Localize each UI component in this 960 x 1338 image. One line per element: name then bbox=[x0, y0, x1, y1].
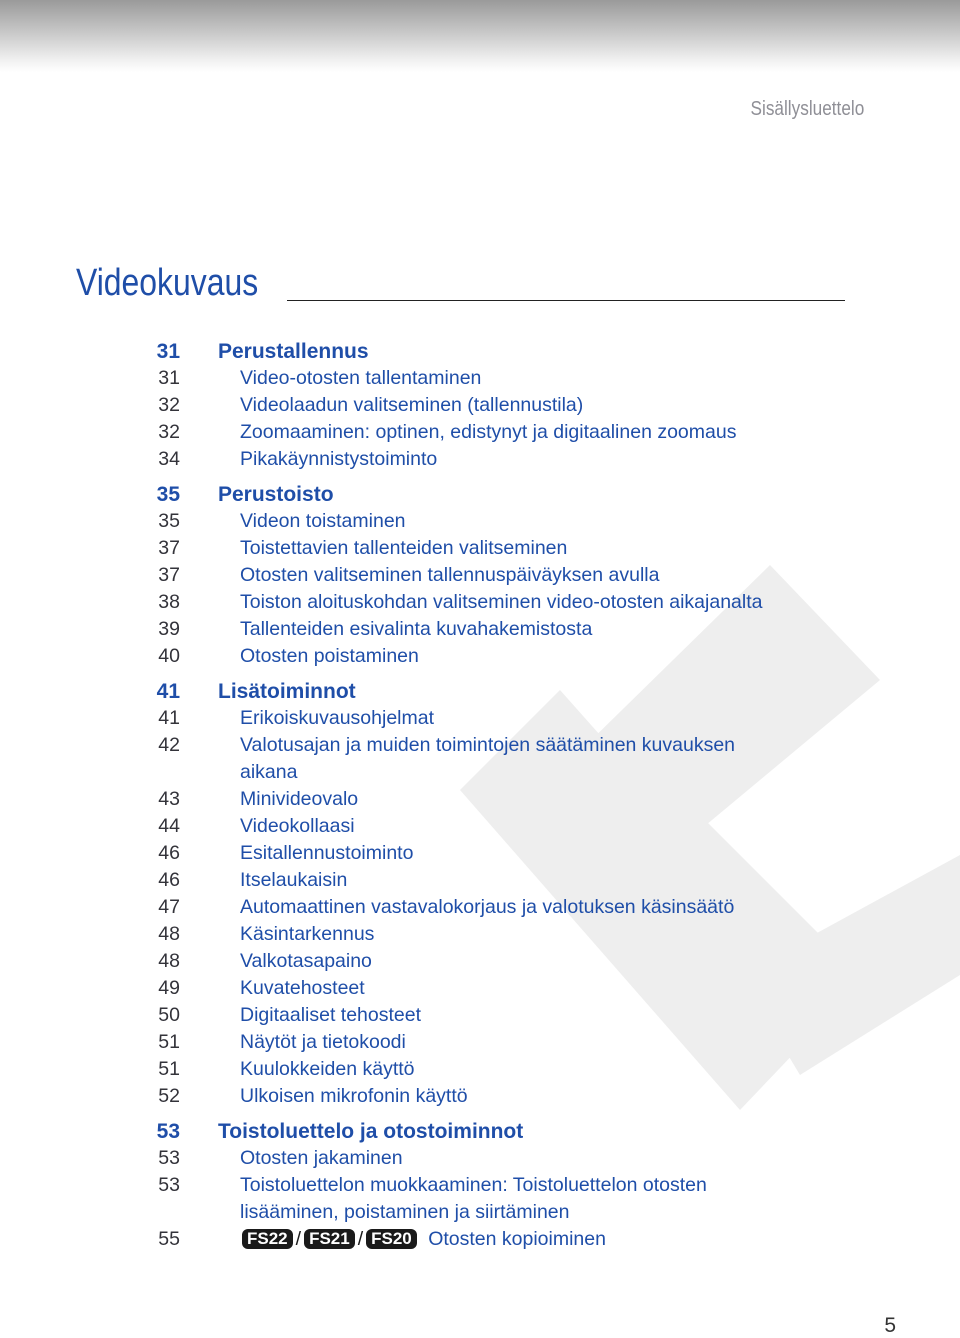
model-badge-fs21: FS21 bbox=[304, 1229, 355, 1249]
toc-heading[interactable] bbox=[0, 1118, 960, 1145]
toc-entry[interactable] bbox=[0, 446, 960, 473]
toc-entry-text: Video-otosten tallentaminen bbox=[240, 367, 482, 389]
toc-page-number: 32 bbox=[158, 421, 180, 443]
toc-entry-text: Tallenteiden esivalinta kuvahakemistosta bbox=[240, 618, 593, 640]
toc-entry[interactable] bbox=[0, 894, 960, 921]
toc-page-number: 46 bbox=[158, 842, 180, 864]
toc-page-number: 52 bbox=[158, 1085, 180, 1107]
running-header: Sisällysluettelo bbox=[750, 98, 864, 120]
toc-entry-text: Automaattinen vastavalokorjaus ja valotuksen käsinsäätö bbox=[240, 896, 735, 918]
toc-page-number: 34 bbox=[158, 448, 180, 470]
toc-entry-text: Videokollaasi bbox=[240, 815, 355, 837]
toc-page-number: 49 bbox=[158, 977, 180, 999]
toc-entry[interactable] bbox=[0, 643, 960, 670]
toc-entry-text: Minivideovalo bbox=[240, 788, 359, 810]
toc-entry[interactable] bbox=[0, 1056, 960, 1083]
toc-entry[interactable] bbox=[0, 419, 960, 446]
toc-entry[interactable] bbox=[0, 562, 960, 589]
toc-page-number: 32 bbox=[158, 394, 180, 416]
toc-entry[interactable] bbox=[0, 840, 960, 867]
toc-entry-text: Digitaaliset tehosteet bbox=[240, 1004, 422, 1026]
toc-entry[interactable] bbox=[0, 867, 960, 894]
toc-page-number: 53 bbox=[156, 1120, 180, 1143]
toc-entry-text: Toistoluettelon muokkaaminen: Toistoluettelon otosten bbox=[240, 1174, 707, 1196]
toc-page-number: 39 bbox=[158, 618, 180, 640]
toc-page-number: 35 bbox=[156, 483, 180, 506]
toc-entry[interactable] bbox=[0, 759, 960, 786]
toc-page-number: 41 bbox=[158, 707, 180, 729]
toc-entry-text: Otosten poistaminen bbox=[240, 645, 419, 667]
toc-page-number: 50 bbox=[158, 1004, 180, 1026]
toc-entry[interactable] bbox=[0, 705, 960, 732]
toc-entry-text bbox=[242, 1226, 842, 1253]
toc-entry-text: Otosten valitseminen tallennuspäiväyksen avulla bbox=[240, 564, 660, 586]
toc-entry-text: Valotusajan ja muiden toimintojen säätäminen kuvauksen bbox=[240, 734, 736, 756]
toc-entry[interactable] bbox=[0, 616, 960, 643]
toc-entry-text: Videolaadun valitseminen (tallennustila) bbox=[240, 394, 584, 416]
toc-entry-text: Valkotasapaino bbox=[240, 950, 372, 972]
toc-entry[interactable] bbox=[0, 365, 960, 392]
toc-entry[interactable] bbox=[0, 508, 960, 535]
toc-page-number: 51 bbox=[158, 1058, 180, 1080]
toc-entry-text: Toistettavien tallenteiden valitseminen bbox=[240, 537, 568, 559]
toc-entry-text: Näytöt ja tietokoodi bbox=[240, 1031, 406, 1053]
toc-page-number: 46 bbox=[158, 869, 180, 891]
toc-page-number: 41 bbox=[156, 680, 180, 703]
toc-page-number: 53 bbox=[158, 1147, 180, 1169]
model-badge-fs20: FS20 bbox=[366, 1229, 417, 1249]
toc-page-number: 42 bbox=[158, 734, 180, 756]
toc-page-number: 37 bbox=[158, 564, 180, 586]
toc-entry[interactable] bbox=[0, 732, 960, 759]
toc-entry-text: Otosten jakaminen bbox=[240, 1147, 403, 1169]
toc-page-number: 53 bbox=[158, 1174, 180, 1196]
toc-page-number: 51 bbox=[158, 1031, 180, 1053]
toc-page-number: 44 bbox=[158, 815, 180, 837]
toc-entry[interactable] bbox=[0, 786, 960, 813]
toc-entry-text: Erikoiskuvausohjelmat bbox=[240, 707, 435, 729]
toc-entry[interactable] bbox=[0, 921, 960, 948]
toc-page-number: 40 bbox=[158, 645, 180, 667]
toc-page-number: 47 bbox=[158, 896, 180, 918]
badge-separator: / bbox=[357, 1228, 364, 1250]
toc-entry[interactable] bbox=[0, 392, 960, 419]
toc-entry[interactable] bbox=[0, 1145, 960, 1172]
toc-entry[interactable] bbox=[0, 948, 960, 975]
toc-page-number: 31 bbox=[156, 340, 180, 363]
toc-entry-text: aikana bbox=[240, 761, 298, 783]
toc-page-number: 48 bbox=[158, 950, 180, 972]
toc-page-number: 35 bbox=[158, 510, 180, 532]
toc-entry-text: Zoomaaminen: optinen, edistynyt ja digitaalinen zoomaus bbox=[240, 421, 737, 443]
toc-page-number: 38 bbox=[158, 591, 180, 613]
toc-entry-text: Ulkoisen mikrofonin käyttö bbox=[240, 1085, 468, 1107]
toc-entry[interactable] bbox=[0, 813, 960, 840]
toc-page-number: 48 bbox=[158, 923, 180, 945]
toc-entry-text: Pikakäynnistystoiminto bbox=[240, 448, 438, 470]
toc-entry[interactable] bbox=[0, 1199, 960, 1226]
toc-entry-text: Kuvatehosteet bbox=[240, 977, 365, 999]
toc-entry-text: Käsintarkennus bbox=[240, 923, 375, 945]
toc-page-number: 31 bbox=[158, 367, 180, 389]
section-title: Videokuvaus bbox=[76, 262, 259, 304]
toc-entry-text: Kuulokkeiden käyttö bbox=[240, 1058, 415, 1080]
badge-separator: / bbox=[295, 1228, 302, 1250]
toc-entry-text: Videon toistaminen bbox=[240, 510, 406, 532]
toc-entry[interactable] bbox=[0, 1029, 960, 1056]
toc-entry-copy-scenes[interactable] bbox=[0, 1226, 960, 1253]
toc-entry[interactable] bbox=[0, 975, 960, 1002]
toc-heading[interactable] bbox=[0, 338, 960, 365]
toc-entry[interactable] bbox=[0, 535, 960, 562]
toc-page-number: 55 bbox=[158, 1228, 180, 1250]
toc-heading-text: Perustallennus bbox=[218, 340, 369, 363]
toc-page-number: 43 bbox=[158, 788, 180, 810]
toc-heading[interactable] bbox=[0, 481, 960, 508]
page-number: 5 bbox=[884, 1314, 896, 1337]
toc-entry[interactable] bbox=[0, 1083, 960, 1110]
toc-entry-label: Otosten kopioiminen bbox=[428, 1228, 606, 1250]
toc-entry-text: Esitallennustoiminto bbox=[240, 842, 414, 864]
model-badge-fs22: FS22 bbox=[242, 1229, 293, 1249]
toc-heading[interactable] bbox=[0, 678, 960, 705]
toc-heading-text: Toistoluettelo ja otostoiminnot bbox=[218, 1120, 524, 1143]
toc-page-number: 37 bbox=[158, 537, 180, 559]
toc-entry[interactable] bbox=[0, 1172, 960, 1199]
toc-entry[interactable] bbox=[0, 1002, 960, 1029]
toc-heading-text: Perustoisto bbox=[218, 483, 334, 506]
toc-entry[interactable] bbox=[0, 589, 960, 616]
toc-heading-text: Lisätoiminnot bbox=[218, 680, 356, 703]
toc-entry-text: Toiston aloituskohdan valitseminen video-otosten aikajanalta bbox=[240, 591, 763, 613]
toc-entry-text: lisääminen, poistaminen ja siirtäminen bbox=[240, 1201, 570, 1223]
toc-entry-text: Itselaukaisin bbox=[240, 869, 348, 891]
